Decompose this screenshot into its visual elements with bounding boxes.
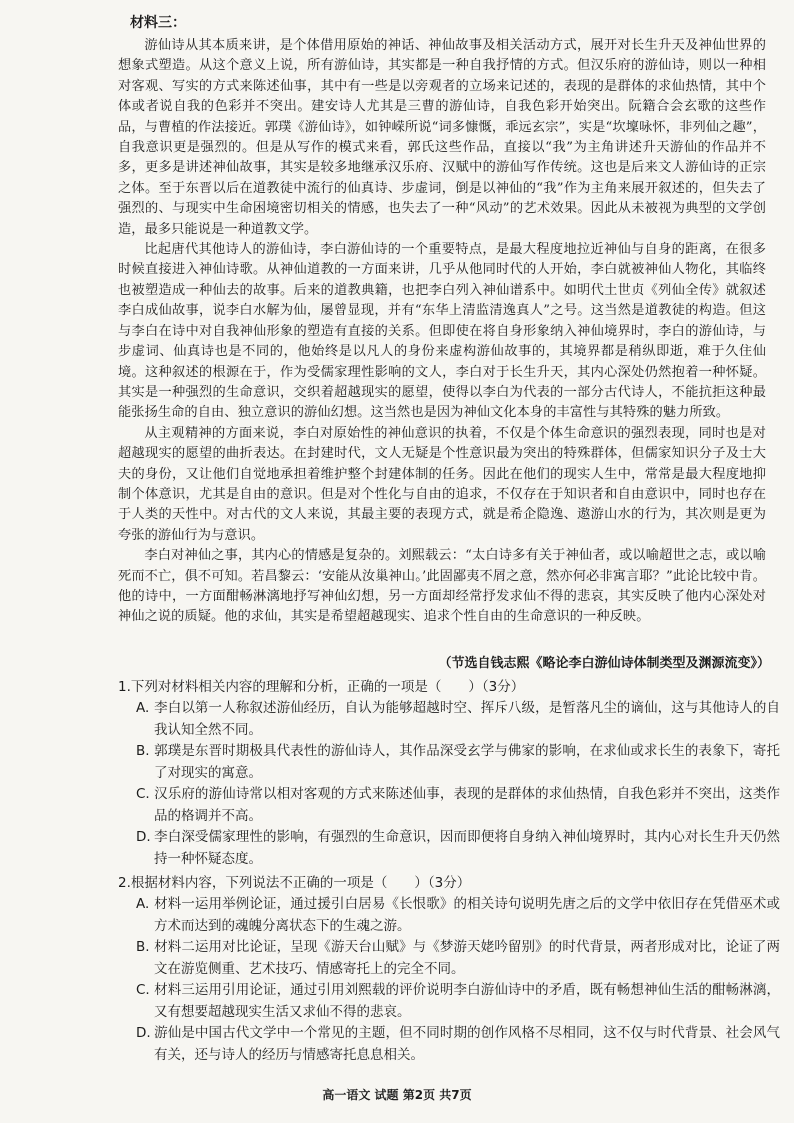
paragraph: 游仙诗从其本质来讲，是个体借用原始的神话、神仙故事及相关活动方式，展开对长生升天及神仙世界的想象式塑造。从这个意义上说，所有游仙诗，其实都是一种自我抒情的方式。但汉乐府的游仙诗，则以一种相对客观、写实的方式来陈述仙事，其中有一些是以旁观者的立场来记述的，表现的是群体的求仙热情，其中个体或者说自我的色彩并不突出。建安诗人尤其是三曹的游仙诗，自我色彩开始突出。阮籍合会玄歌的这些作品，与曹植的作法接近。郭璞《游仙诗》，如钟嵘所说“词多慷慨，乖远玄宗”，实是“坎壈咏怀，非列仙之趣”，自我意识更是强烈的。但是从写作的模式来看，郭氏这些作品，直接以“我”为主角讲述升天游仙的作品并不多，更多是讲述神仙故事，其实是较多地继承汉乐府、汉赋中的游仙写作传统。这也是后来文人游仙诗的正宗之体。至于东晋以后在道教徒中流行的仙真诗、步虚词，倒是以神仙的“我”作为主角来展开叙述的，但失去了强烈的、与现实中生命困境密切相关的情感，也失去了一种“风动”的艺术效果。因此从未被视为典型的文学创造，最多只能说是一种道教文学。 (118, 38, 766, 237)
option-label: A. (136, 700, 150, 716)
question-stem (118, 872, 780, 894)
option-c (118, 980, 780, 1023)
paragraph: 李白对神仙之事，其内心的情感是复杂的。刘熙载云：“太白诗多有关于神仙者，或以喻超世之志，或以喻死而不亡，俱不可知。若昌黎云：‘安能从汝巢神山。’此固鄙夷不屑之意，然亦何必非寓言耶？”此论比较中肯。他的诗中，一方面酣畅淋漓地抒写神仙幻想，另一方面却经常抒发求仙不得的悲哀，其实反映了他内心深处对神仙之说的质疑。他的求仙，其实是希望超越现实、追求个性自由的生命意识的一种反映。 (118, 548, 766, 625)
option-text: 郭璞是东晋时期极具代表性的游仙诗人，其作品深受玄学与佛家的影响，在求仙或求长生的表象下，寄托了对现实的寓意。 (154, 743, 780, 781)
question-list (118, 676, 780, 1068)
option-b (118, 741, 780, 784)
option-label: C. (136, 786, 150, 802)
paragraph: 从主观精神的方面来说，李白对原始性的神仙意识的执着，不仅是个体生命意识的强烈表现，同时也是对超越现实的愿望的曲折表达。在封建时代，文人无疑是个性意识最为突出的特殊群体，但儒家知识分子及士大夫的身份，又让他们自觉地承担着维护整个封建体制的任务。因此在他们的现实人生中，常常是最大程度地抑制个体意识，尤其是自由的意识。但是对个性化与自由的追求，不仅存在于知识者和自由意识中，同时也存在于人类的天性中。对古代的文人来说，其最主要的表现方式，就是希企隐逸、遨游山水的行为，其次则是更为夸张的游仙行为与意识。 (118, 425, 766, 543)
option-d (118, 1023, 780, 1066)
option-label: B. (136, 939, 150, 955)
question-text: 根据材料内容，下列说法不正确的一项是（ ）（3分） (130, 875, 471, 891)
option-text: 材料三运用引用论证，通过引用刘熙载的评价说明李白游仙诗中的矛盾，既有畅想神仙生活的酣畅淋漓，又有想要超越现实生活又求仙不得的悲哀。 (154, 982, 780, 1020)
option-b (118, 937, 780, 980)
option-text: 材料一运用举例论证，通过援引白居易《长恨歌》的相关诗句说明先唐之后的文学中依旧存在凭借巫术或方术而达到的魂魄分离状态下的生魂之游。 (154, 896, 780, 934)
material-three-text (118, 36, 766, 628)
source-citation: （节选自钱志熙《略论李白游仙诗体制类型及渊源流变》） (438, 656, 770, 671)
paragraph: 比起唐代其他诗人的游仙诗，李白游仙诗的一个重要特点，是最大程度地拉近神仙与自身的距离，在很多时候直接进入神仙诗歌。从神仙道教的一方面来讲，几乎从他同时代的人开始，李白就被神仙人物化，其临终也被塑造成一种仙去的故事。后来的道教典籍，也把李白列入神仙谱系中。如明代土世贞《列仙全传》就叙述李白成仙故事，说李白水解为仙，屡曾显现，并有“东华上清监清逸真人”之号。这当然是道教徒的构造。但这与李白在诗中对自我神仙形象的塑造有直接的关系。但即使在将自身形象纳入神仙境界时，李白的游仙诗，与步虚词、仙真诗也是不同的，他始终是以凡人的身份来虚构游仙故事的，其境界都是稍纵即逝，难于久住仙境。这种叙述的根源在于，作为受儒家理性影响的文人，李白对于长生升天，其内心深处仍然抱着一种怀疑。其实是一种强烈的生命意识，交织着超越现实的愿望，使得以李白为代表的一部分古代诗人，不能抗拒这种最能张扬生命的自由、独立意识的游仙幻想。这当然也是因为神仙文化本身的丰富性与其特殊的魅力所致。 (118, 242, 766, 421)
option-label: D. (136, 1025, 151, 1041)
section-title: 材料三： (130, 15, 186, 31)
option-text: 材料二运用对比论证，呈现《游天台山赋》与《梦游天姥吟留别》的时代背景，两者形成对比，论证了两文在游览侧重、艺术技巧、情感寄托上的完全不同。 (154, 939, 780, 977)
option-a (118, 698, 780, 741)
option-text: 李白深受儒家理性的影响，有强烈的生命意识，因而即便将自身纳入神仙境界时，其内心对长生升天仍然持一种怀疑态度。 (154, 829, 780, 867)
question-stem (118, 676, 780, 698)
option-a (118, 894, 780, 937)
question-number: 2. (118, 875, 131, 891)
question-number: 1. (118, 679, 131, 695)
option-d (118, 827, 780, 870)
option-text: 汉乐府的游仙诗常以相对客观的方式来陈述仙事，表现的是群体的求仙热情，自我色彩并不突出，这类作品的格调并不高。 (154, 786, 780, 824)
question-2 (118, 872, 780, 1066)
option-label: D. (136, 829, 151, 845)
option-c (118, 784, 780, 827)
option-label: B. (136, 743, 150, 759)
page-footer: 高一语文 试题 第2页 共7页 (322, 1088, 472, 1102)
option-label: C. (136, 982, 150, 998)
question-1 (118, 676, 780, 870)
option-label: A. (136, 896, 150, 912)
option-text: 李白以第一人称叙述游仙经历，自认为能够超越时空、挥斥八级，是暂落凡尘的谪仙，这与其他诗人的自我认知全然不同。 (154, 700, 780, 738)
option-text: 游仙是中国古代文学中一个常见的主题，但不同时期的创作风格不尽相同，这不仅与时代背景、社会风气有关，还与诗人的经历与情感寄托息息相关。 (154, 1025, 780, 1063)
question-text: 下列对材料相关内容的理解和分析，正确的一项是（ ）（3分） (130, 679, 525, 695)
